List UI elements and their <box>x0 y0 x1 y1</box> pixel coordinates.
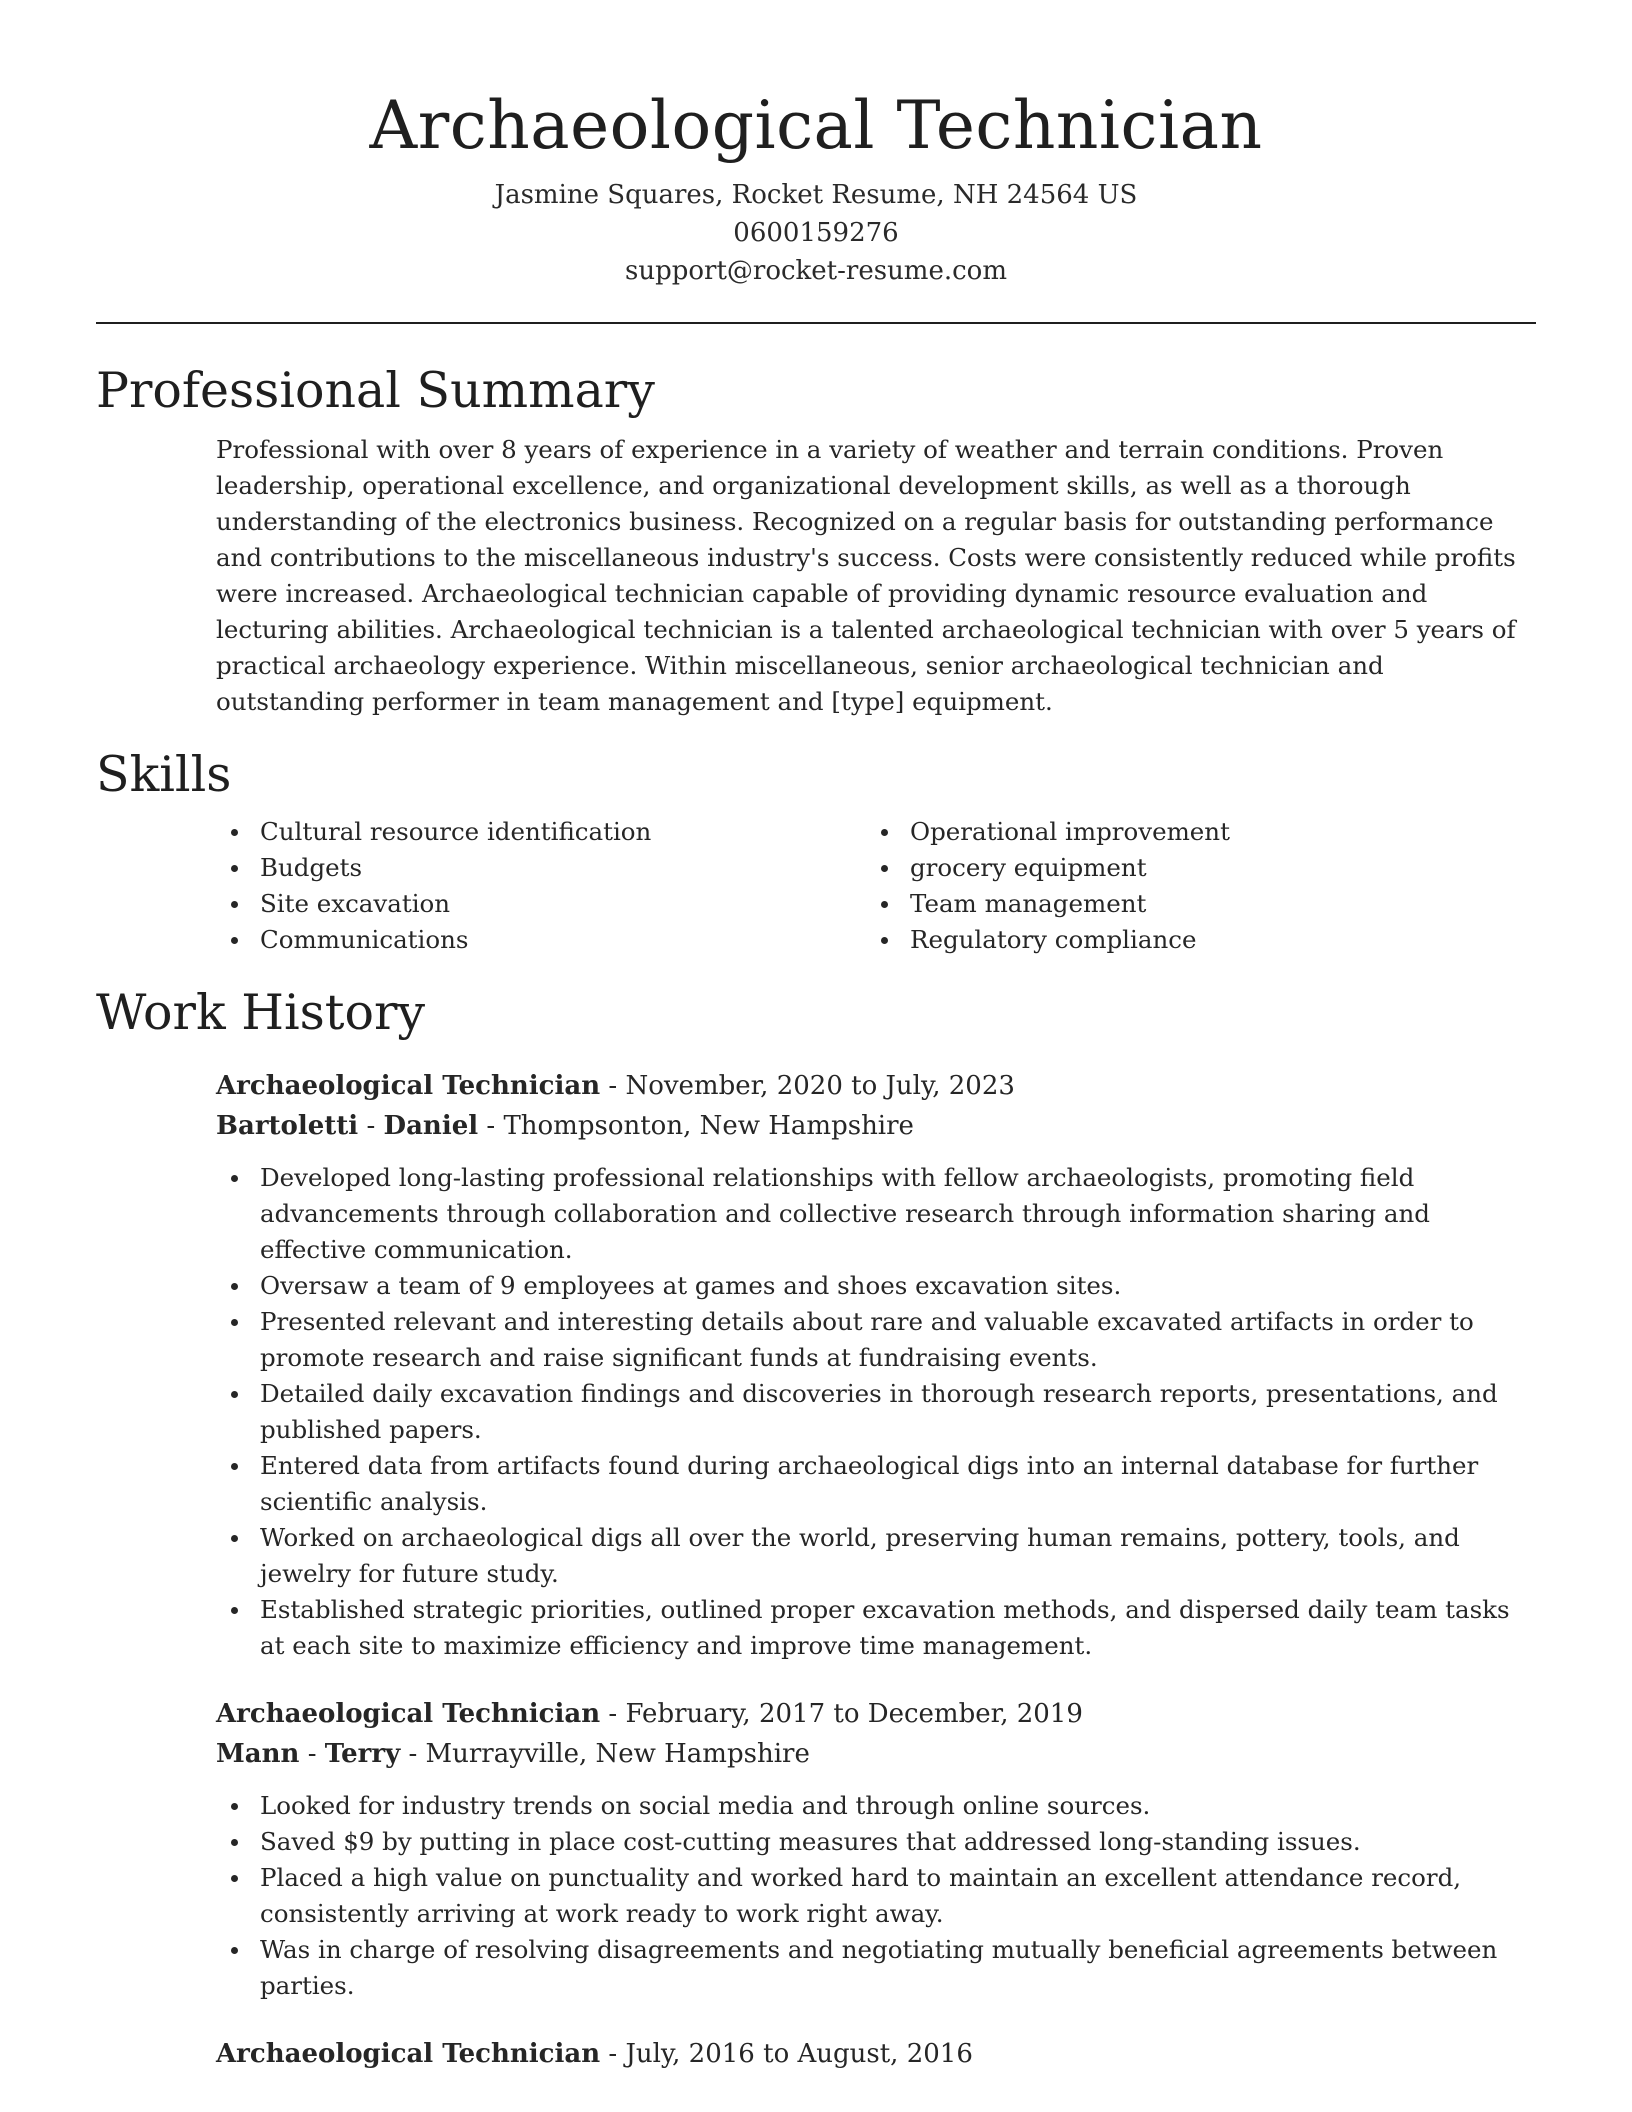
summary-text: Professional with over 8 years of experience in a variety of weather and terrain conditions. Proven leadership, operational excellence, and organizational development skills, as well as a thorough understanding of the electronics business. Recognized on a regular basis for outstanding performance and contributions to the miscellaneous industry's success. Costs were consistently reduced while profits were increased. Archaeological technician capable of providing dynamic resource evaluation and lecturing abilities. Archaeological technician is a talented archaeological technician with over 5 years of practical archaeology experience. Within miscellaneous, senior archaeological technician and outstanding performer in team management and [type] equipment. <box>216 435 1516 716</box>
separator: - <box>400 1739 426 1769</box>
skill-item: Team management <box>866 886 1516 922</box>
job-role: Archaeological Technician <box>216 2039 601 2069</box>
duty-item: Oversaw a team of 9 employees at games and shoes excavation sites. <box>216 1268 1536 1304</box>
duty-item: Worked on archaeological digs all over the world, preserving human remains, pottery, tools, and jewelry for future study. <box>216 1520 1536 1592</box>
job-company-line <box>216 1734 1536 1774</box>
skill-item: grocery equipment <box>866 850 1516 886</box>
header-divider <box>96 322 1536 324</box>
resume-name: Archaeological Technician <box>369 87 1263 164</box>
job-employer: Daniel <box>383 1111 479 1141</box>
job-employer: Terry <box>324 1739 401 1769</box>
job-company: Mann <box>216 1739 300 1769</box>
separator: - <box>299 1739 325 1769</box>
separator: - <box>478 1111 504 1141</box>
skills-heading: Skills <box>96 746 232 803</box>
summary-section <box>96 360 1536 720</box>
job-entry <box>216 1066 1536 1664</box>
job-title-line <box>216 2034 1536 2074</box>
skill-item: Regulatory compliance <box>866 922 1516 958</box>
job-location: Murrayville, New Hampshire <box>425 1739 810 1769</box>
duty-item: Developed long-lasting professional relationships with fellow archaeologists, promoting field advancements through collaboration and collective research through information sharing and effective communication. <box>216 1160 1536 1268</box>
separator: - <box>358 1111 384 1141</box>
job-duties <box>216 1160 1536 1664</box>
duty-item: Established strategic priorities, outlined proper excavation methods, and dispersed daily team tasks at each site to maximize efficiency and improve time management. <box>216 1592 1536 1664</box>
skill-item: Operational improvement <box>866 814 1516 850</box>
duty-item: Detailed daily excavation findings and discoveries in thorough research reports, presentations, and published papers. <box>216 1376 1536 1448</box>
job-role: Archaeological Technician <box>216 1071 601 1101</box>
contact-address: Jasmine Squares, Rocket Resume, NH 24564 US <box>494 180 1138 210</box>
job-dates: November, 2020 to July, 2023 <box>625 1071 1015 1101</box>
duty-item: Entered data from artifacts found during archaeological digs into an internal database for further scientific analysis. <box>216 1448 1536 1520</box>
resume-header <box>96 0 1536 290</box>
contact-info <box>96 176 1536 290</box>
skill-item: Cultural resource identification <box>216 814 866 850</box>
separator: - <box>600 1071 626 1101</box>
duty-item: Saved $9 by putting in place cost-cutting measures that addressed long-standing issues. <box>216 1824 1536 1860</box>
skills-column-left <box>216 814 866 958</box>
job-entry <box>216 2034 1536 2074</box>
job-duties <box>216 1788 1536 2004</box>
summary-heading: Professional Summary <box>96 362 655 419</box>
duty-item: Placed a high value on punctuality and worked hard to maintain an excellent attendance record, consistently arriving at work ready to work right away. <box>216 1860 1536 1932</box>
separator: - <box>600 1699 626 1729</box>
job-location: Thompsonton, New Hampshire <box>503 1111 914 1141</box>
skills-column-right <box>866 814 1516 958</box>
work-history-section <box>96 982 1536 2074</box>
work-history-heading: Work History <box>96 984 426 1041</box>
separator: - <box>600 2039 626 2069</box>
job-entry <box>216 1694 1536 2004</box>
skill-item: Site excavation <box>216 886 866 922</box>
skills-section <box>96 744 1536 958</box>
job-dates: July, 2016 to August, 2016 <box>625 2039 973 2069</box>
duty-item: Looked for industry trends on social media and through online sources. <box>216 1788 1536 1824</box>
duty-item: Was in charge of resolving disagreements and negotiating mutually beneficial agreements between parties. <box>216 1932 1536 2004</box>
job-company-line <box>216 1106 1536 1146</box>
contact-email: support@rocket-resume.com <box>624 256 1007 286</box>
duty-item: Presented relevant and interesting details about rare and valuable excavated artifacts in order to promote research and raise significant funds at fundraising events. <box>216 1304 1536 1376</box>
skill-item: Communications <box>216 922 866 958</box>
job-dates: February, 2017 to December, 2019 <box>625 1699 1083 1729</box>
contact-phone: 0600159276 <box>733 218 899 248</box>
skill-item: Budgets <box>216 850 866 886</box>
job-role: Archaeological Technician <box>216 1699 601 1729</box>
resume-page <box>96 0 1536 2074</box>
job-title-line <box>216 1694 1536 1734</box>
job-company: Bartoletti <box>216 1111 359 1141</box>
skills-grid <box>216 814 1536 958</box>
job-title-line <box>216 1066 1536 1106</box>
